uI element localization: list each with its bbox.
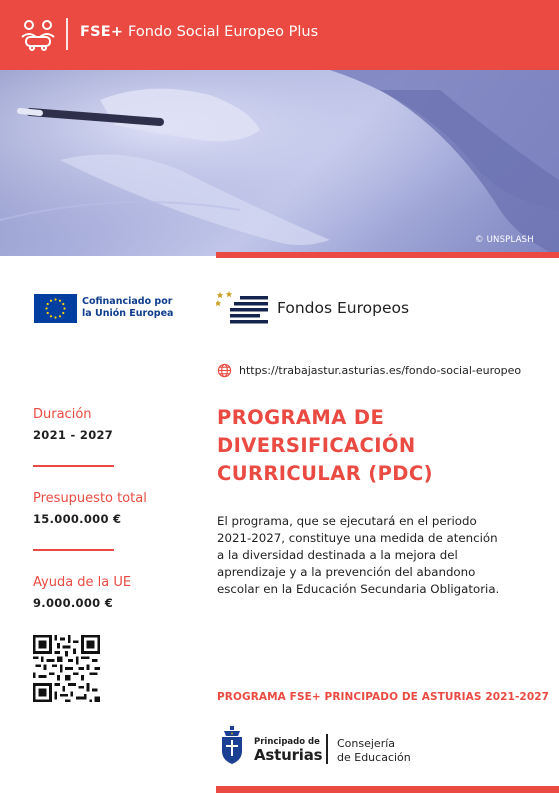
description-line1: El programa, que se ejecutará en el periodo <box>217 514 477 528</box>
consejeria-line1: Consejería <box>337 737 396 750</box>
budget-value: 15.000.000 € <box>33 512 122 526</box>
footer-divider <box>326 734 328 764</box>
consejeria-line2: de Educación <box>337 751 411 764</box>
accent-bar <box>216 252 559 258</box>
eu-text-line1: Cofinanciado por <box>82 296 173 307</box>
title-line3: CURRICULAR (PDC) <box>217 462 433 485</box>
stat-divider <box>33 549 114 551</box>
duration-value: 2021 - 2027 <box>33 428 114 442</box>
hero-photo-illustration <box>0 70 559 256</box>
header-divider <box>66 18 68 50</box>
photo-credit: © UNSPLASH <box>475 235 534 245</box>
budget-label: Presupuesto total <box>33 491 147 506</box>
bottom-accent-bar <box>216 786 559 793</box>
qr-code[interactable] <box>33 635 100 702</box>
description-line2: 2021-2027, constituye una medida de atención <box>217 531 498 545</box>
stat-divider <box>33 465 114 467</box>
description-line4: aprendizaje y a la prevención del abandono <box>217 565 476 579</box>
website-link[interactable]: https://trabajastur.asturias.es/fondo-social-europeo <box>239 364 522 377</box>
program-title <box>217 404 537 488</box>
asturias-label: Asturias <box>254 746 323 764</box>
program-description <box>217 513 537 598</box>
title-line2: DIVERSIFICACIÓN <box>217 434 416 457</box>
duration-label: Duración <box>33 407 92 422</box>
eu-cofinanciado-text <box>82 296 173 320</box>
brand-name: Fondo Social Europeo Plus <box>128 24 319 40</box>
globe-icon <box>217 363 232 378</box>
brand-label: FSE+ <box>80 24 124 40</box>
program-footer-label: PROGRAMA FSE+ PRINCIPADO DE ASTURIAS 2021-2027 <box>217 691 550 703</box>
eu-aid-value: 9.000.000 € <box>33 596 114 610</box>
eu-aid-label: Ayuda de la UE <box>33 575 132 590</box>
principado-label: Principado de <box>254 737 320 747</box>
eu-flag-icon <box>34 294 77 323</box>
fondos-europeos-label: Fondos Europeos <box>277 299 410 317</box>
asturias-emblem-icon <box>219 726 245 764</box>
hero-image <box>0 70 559 256</box>
people-group-icon <box>20 17 56 51</box>
description-line3: a la diversidad destinada a la mejora del <box>217 548 458 562</box>
eu-text-line2: la Unión Europea <box>82 308 174 319</box>
description-line5: escolar en la Educación Secundaria Obligatoria. <box>217 582 500 596</box>
fondos-europeos-logo <box>216 290 272 326</box>
title-line1: PROGRAMA DE <box>217 406 385 429</box>
